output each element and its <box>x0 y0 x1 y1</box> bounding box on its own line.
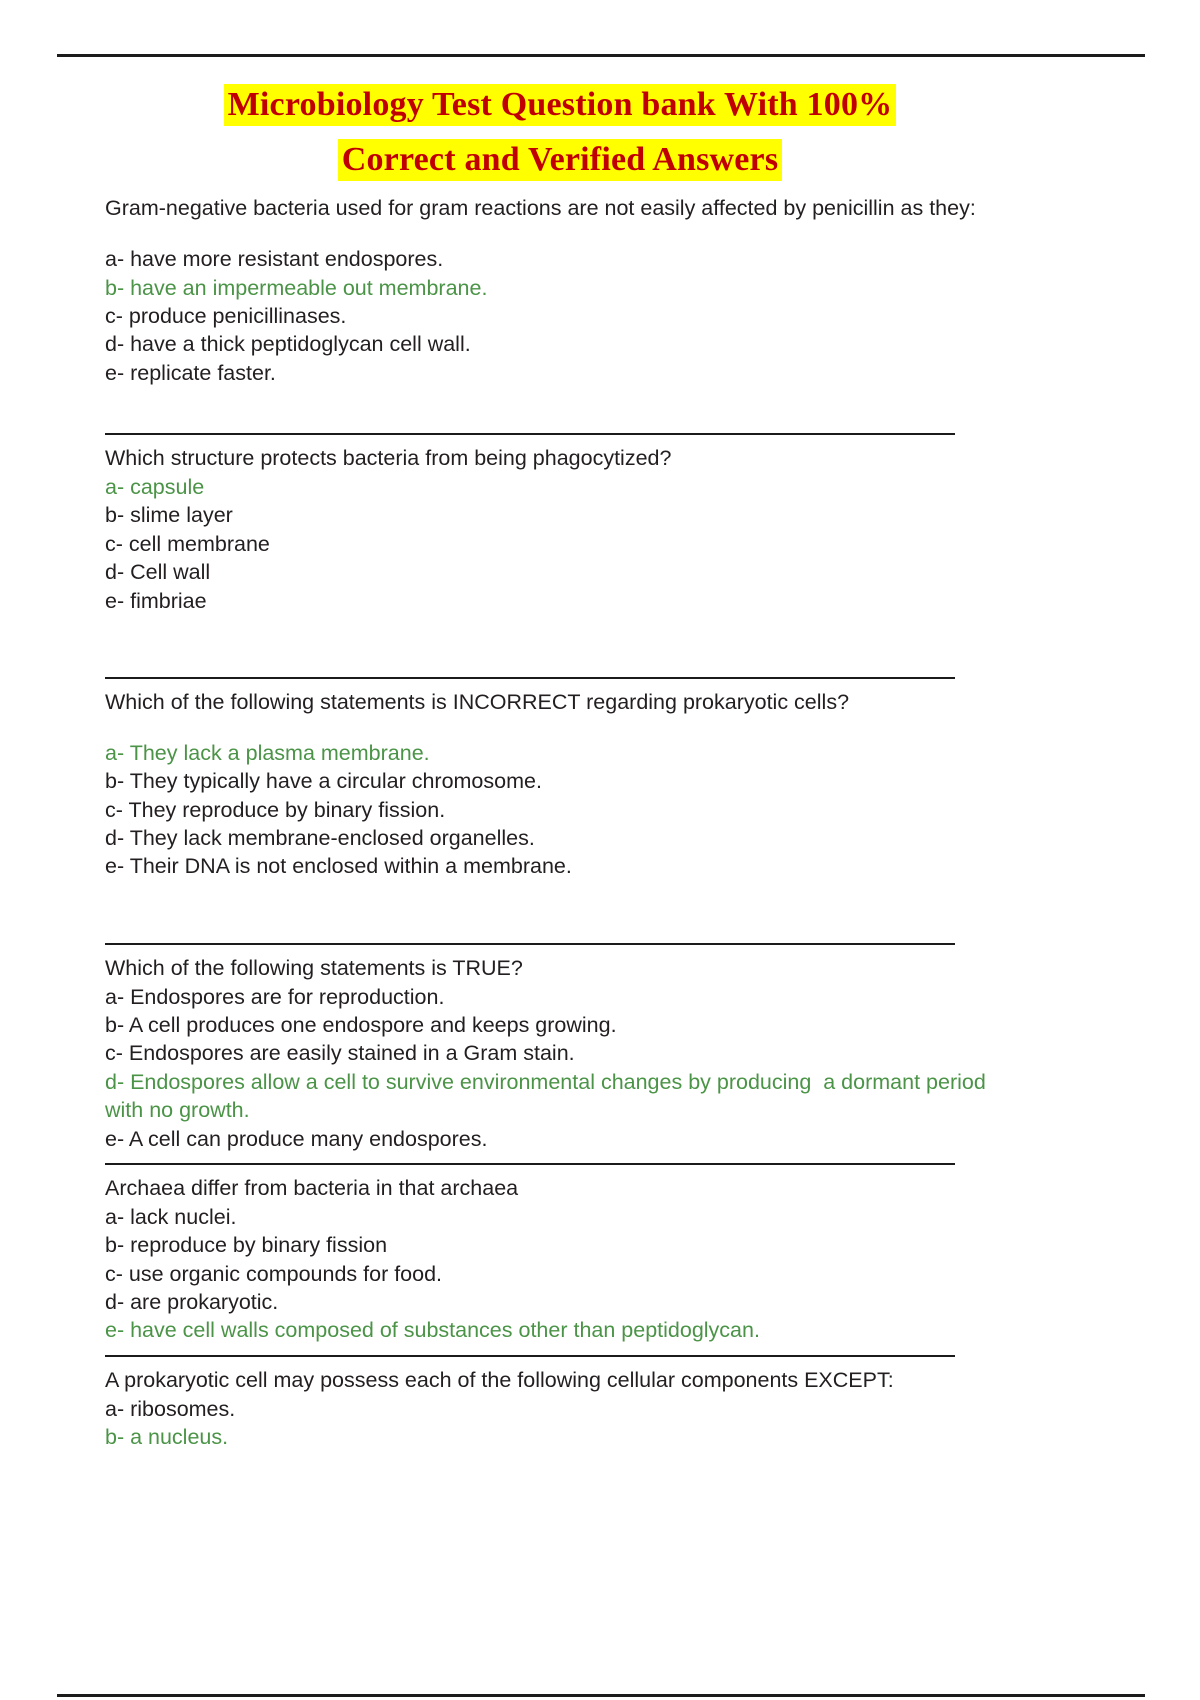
option-item[interactable]: d- Cell wall <box>105 560 211 585</box>
question-stem: Archaea differ from bacteria in that archaea <box>105 1175 519 1200</box>
title-line-1 <box>105 88 1015 123</box>
option-item[interactable]: a- They lack a plasma membrane. <box>105 740 430 765</box>
option-item[interactable]: a- lack nuclei. <box>105 1204 237 1229</box>
question-stem: Which structure protects bacteria from being phagocytized? <box>105 446 672 471</box>
question-stem: Which of the following statements is TRUE? <box>105 955 523 980</box>
option-item[interactable]: d- have a thick peptidoglycan cell wall. <box>105 332 471 357</box>
option-item[interactable]: a- Endospores are for reproduction. <box>105 984 445 1009</box>
question-stem: A prokaryotic cell may possess each of the following cellular components EXCEPT: <box>105 1367 894 1392</box>
title-line-1-text: Microbiology Test Question bank With 100% <box>224 84 897 126</box>
page-bottom-rule <box>57 1694 1145 1697</box>
option-item[interactable]: e- fimbriae <box>105 588 207 613</box>
question-block-1 <box>105 195 1015 387</box>
option-list <box>105 983 1015 1153</box>
title-line-2 <box>105 140 1015 178</box>
option-item[interactable]: e- Their DNA is not enclosed within a membrane. <box>105 854 572 879</box>
option-item[interactable]: c- use organic compounds for food. <box>105 1261 443 1286</box>
question-stem: Which of the following statements is INCORRECT regarding prokaryotic cells? <box>105 689 850 714</box>
title-line-2-text: Correct and Verified Answers <box>338 139 783 181</box>
option-list <box>105 1203 1015 1345</box>
option-list <box>105 473 1015 615</box>
option-item[interactable]: b- reproduce by binary fission <box>105 1233 388 1258</box>
question-block-2 <box>105 445 1015 615</box>
option-item[interactable]: c- cell membrane <box>105 531 270 556</box>
option-item[interactable]: b- A cell produces one endospore and keeps growing. <box>105 1013 617 1038</box>
option-item[interactable]: b- a nucleus. <box>105 1425 229 1450</box>
option-item[interactable]: c- produce penicillinases. <box>105 304 347 329</box>
option-item[interactable]: d- Endospores allow a cell to survive environmental changes by producing a dormant period with no growth. <box>105 1069 992 1123</box>
option-list <box>105 1395 1015 1452</box>
option-item[interactable]: a- ribosomes. <box>105 1396 236 1421</box>
question-stem: Gram-negative bacteria used for gram reactions are not easily affected by penicillin as they: <box>105 196 976 221</box>
option-item[interactable]: b- slime layer <box>105 503 233 528</box>
option-item[interactable]: a- have more resistant endospores. <box>105 247 444 272</box>
document-title <box>105 88 1015 177</box>
option-list <box>105 245 1015 387</box>
page-top-rule <box>57 54 1145 57</box>
option-item[interactable]: d- are prokaryotic. <box>105 1290 279 1315</box>
option-item[interactable]: d- They lack membrane-enclosed organelles. <box>105 826 535 851</box>
option-item[interactable]: b- They typically have a circular chromosome. <box>105 769 542 794</box>
question-block-5 <box>105 1175 1015 1345</box>
option-item[interactable]: a- capsule <box>105 475 205 500</box>
question-block-6 <box>105 1367 1015 1452</box>
option-item[interactable]: e- replicate faster. <box>105 360 276 385</box>
option-item[interactable]: c- Endospores are easily stained in a Gram stain. <box>105 1041 575 1066</box>
question-block-4 <box>105 955 1015 1153</box>
option-list <box>105 739 1015 881</box>
question-block-3 <box>105 689 1015 881</box>
option-item[interactable]: b- have an impermeable out membrane. <box>105 275 488 300</box>
option-item[interactable]: e- have cell walls composed of substances other than peptidoglycan. <box>105 1318 760 1343</box>
option-item[interactable]: c- They reproduce by binary fission. <box>105 797 446 822</box>
option-item[interactable]: e- A cell can produce many endospores. <box>105 1126 488 1151</box>
document-content <box>105 88 1015 1451</box>
